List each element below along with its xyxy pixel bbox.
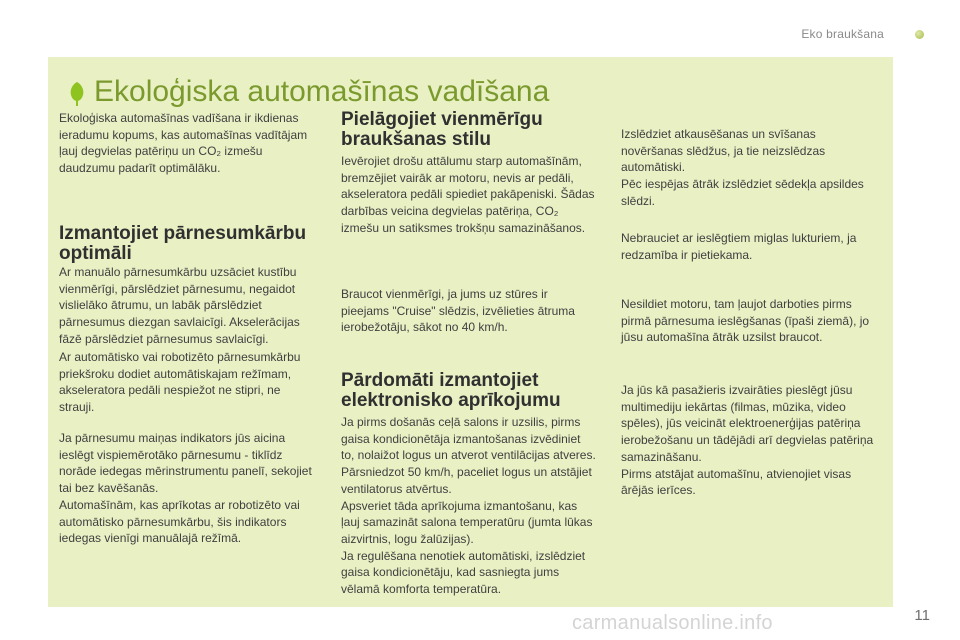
multimedia-paragraph: Ja jūs kā pasažieris izvairāties pieslēgt jūsu multimediju iekārtas (filmas, mūzika, video spēles), jūs veicināt elektroenerģijas patēriņa ierobežošanu un tādējādi arī degvielas patēriņa samazināšanu. Pirms atstājat automašīnu, atvienojiet visas ārējās ierīces. [621, 383, 874, 498]
indicator-text [59, 430, 317, 547]
air-conditioning-paragraph: Ja pirms došanās ceļā salons ir uzsilis, pirms gaisa kondicionētāja izmantošanas izvēdiniet to, nolaižot logus un atverot ventilācijas atveres. Pārsniedzot 50 km/h, paceliet logus un atstājiet ventilatorus atvērtus. Apsveriet tāda aprīkojuma izmantošanu, kas ļauj samazināt salona temperatūru (jumta lūkas aizvirtnis, logu žalūzijas). Ja regulēšana nenotiek automātiski, izslēdziet gaisa kondicionētāju, kad sasniegta jums vēlamā komforta temperatūra. [341, 415, 596, 597]
page-number: 11 [914, 607, 930, 624]
fog-lights-text [621, 230, 887, 263]
distance-paragraph: Ievērojiet drošu attālumu starp automašīnām, bremzējiet vairāk ar motoru, nevis ar pedāli, akseleratora pedāli spiediet pakāpeniski. Šādas darbības veicina degvielas patēriņa, CO₂ izmešu un satiksmes trokšņu samazināšanos. [341, 154, 595, 235]
cruise-paragraph: Braucot vienmērīgi, ja jums uz stūres ir pieejams "Cruise" slēdzis, izvēlieties ātruma ierobežotāju, sākot no 40 km/h. [341, 287, 575, 335]
smooth-driving-heading: Pielāgojiet vienmērīgu braukšanas stilu [341, 109, 543, 150]
engine-warmup-paragraph: Nesildiet motoru, tam ļaujot darboties pirms pirmā pārnesuma ieslēgšanas (īpaši ziemā), jo jūsu automašīna ātrāk uzsilst braucot. [621, 297, 870, 345]
auto-gearbox-paragraph: Ar automātisko vai robotizēto pārnesumkārbu priekšroku dodiet automātiskajam režīmam, akseleratora pedāli nespiežot ne stipri, ne strauji. [59, 350, 301, 415]
intro-paragraph: Ekoloģiska automašīnas vadīšana ir ikdienas ieradumu kopums, kas automašīnas vadītājam ļauj degvielas patēriņu un CO₂ izmešu daudzumu padarīt optimālāku. [59, 111, 308, 176]
smooth-driving-section [341, 110, 607, 150]
smooth-driving-text [341, 153, 607, 237]
gear-indicator-paragraph: Ja pārnesumu maiņas indikators jūs aicina ieslēgt vispiemērotāko pārnesumu - tiklīdz norāde iedegas mērinstrumentu panelī, sekojiet tai bez kavēšanās. Automašīnām, kas aprīkotas ar robotizēto vai automātisko pārnesumkārbu, šis indikators iedegas vienīgi manuālajā režīmā. [59, 431, 312, 546]
column-left [59, 110, 317, 177]
gearbox-section [59, 224, 324, 264]
gearbox-heading: Izmantojiet pārnesumkārbu optimāli [59, 223, 307, 264]
section-dot-icon [915, 30, 924, 39]
gearbox-text [59, 264, 317, 348]
fog-lights-paragraph: Nebrauciet ar ieslēgtiem miglas lukturiem, ja redzamība ir pietiekama. [621, 231, 857, 262]
auto-gearbox-text [59, 349, 317, 416]
manual-gearbox-paragraph: Ar manuālo pārnesumkārbu uzsāciet kustību vienmērīgi, pārslēdziet pārnesumu, negaidot vislielāko ātrumu, un labāk pārslēdziet pārnesumus diezgan savlaicīgi. Akselerācijas fāzē pārslēdziet pārnesumus savlaicīgi. [59, 265, 300, 346]
multimedia-text [621, 382, 887, 499]
defrost-text [621, 126, 887, 210]
defrost-paragraph: Izslēdziet atkausēšanas un svīšanas novēršanas slēdžus, ja tie neizslēdzas automātiski. Pēc iespējas ātrāk izslēdziet sēdekļa apsildes slēdzi. [621, 127, 864, 208]
equipment-section [341, 371, 607, 411]
leaf-icon [67, 81, 87, 107]
engine-warmup-text [621, 296, 887, 346]
equipment-text [341, 414, 607, 598]
cruise-text [341, 286, 607, 336]
equipment-heading: Pārdomāti izmantojiet elektronisko aprīkojumu [341, 370, 561, 411]
watermark: carmanualsonline.info [572, 612, 773, 634]
section-title: Eko braukšana [801, 27, 884, 41]
page-title: Ekoloģiska automašīnas vadīšana [94, 75, 550, 108]
